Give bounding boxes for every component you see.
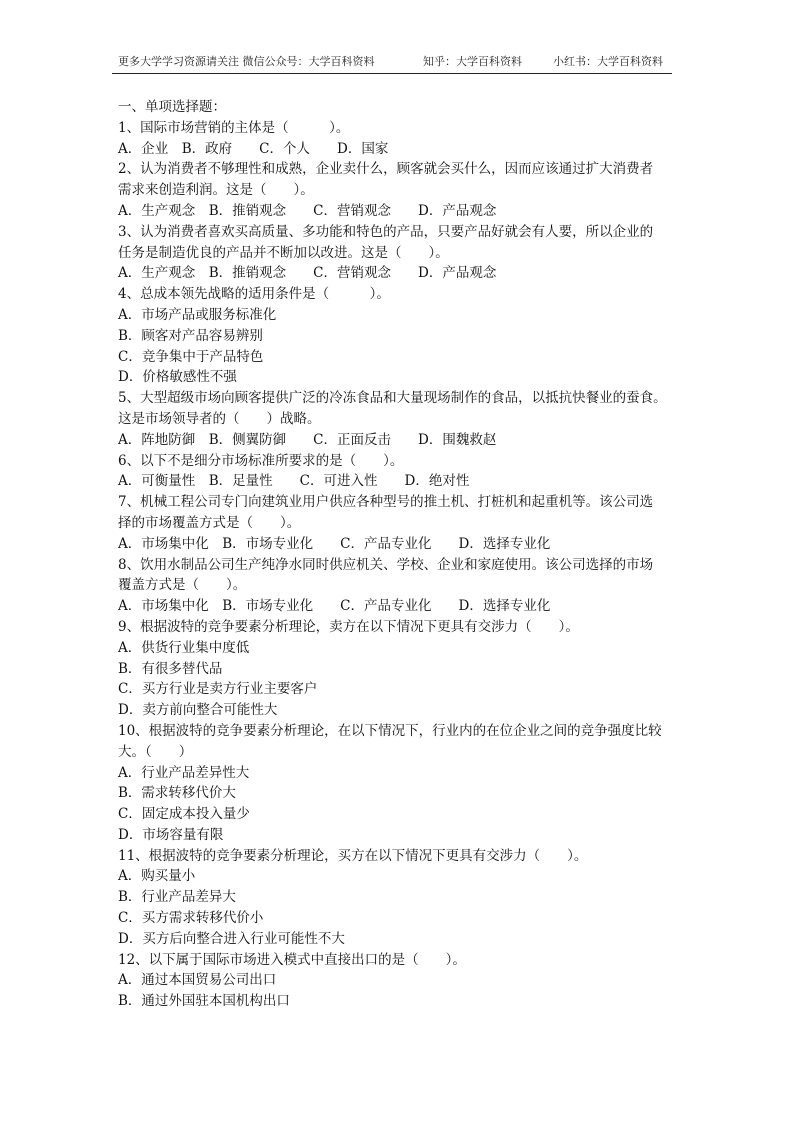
text-line: 覆盖方式是（ ）。 <box>118 577 247 594</box>
text-line: 择的市场覆盖方式是（ ）。 <box>118 514 301 531</box>
text-line: B．通过外国驻本国机构出口 <box>118 993 290 1010</box>
text-line: 这是市场领导者的（ ）战略。 <box>118 410 321 427</box>
text-line: 需求来创造利润。这是（ ）。 <box>118 182 314 199</box>
text-line: 1、国际市场营销的主体是（ ）。 <box>118 119 350 136</box>
text-line: B．行业产品差异大 <box>118 889 236 906</box>
text-line: 任务是制造优良的产品并不断加以改进。这是（ ）。 <box>118 244 449 261</box>
text-line: 4、总成本领先战略的适用条件是（ ）。 <box>118 286 390 303</box>
text-line: A．行业产品差异性大 <box>118 764 250 781</box>
text-line: 10、根据波特的竞争要素分析理论，在以下情况下，行业内的在位企业之间的竞争强度比较 <box>118 722 662 739</box>
text-line: 5、大型超级市场向顾客提供广泛的冷冻食品和大量现场制作的食品，以抵抗快餐业的蚕食。 <box>118 390 667 407</box>
text-line: 9、根据波特的竞争要素分析理论，卖方在以下情况下更具有交涉力（ ）。 <box>118 618 579 635</box>
text-line: B．需求转移代价大 <box>118 785 236 802</box>
text-line: 3、认为消费者喜欢买高质量、多功能和特色的产品，只要产品好就会有人要，所以企业的 <box>118 223 654 240</box>
text-line: C．固定成本投入量少 <box>118 806 250 823</box>
text-line: D．市场容量有限 <box>118 826 224 843</box>
text-line: A．生产观念 B．推销观念 C．营销观念 D．产品观念 <box>118 202 497 219</box>
text-line: D．价格敏感性不强 <box>118 369 237 386</box>
text-line: B．顾客对产品容易辨别 <box>118 327 263 344</box>
text-line: A．企业 B．政府 C．个人 D．国家 <box>118 140 389 157</box>
text-line: D．卖方前向整合可能性大 <box>118 702 278 719</box>
text-line: A．购买量小 <box>118 868 196 885</box>
text-line: 8、饮用水制品公司生产纯净水同时供应机关、学校、企业和家庭使用。该公司选择的市场 <box>118 556 654 573</box>
text-line: 7、机械工程公司专门向建筑业用户供应各种型号的推土机、打桩机和起重机等。该公司选 <box>118 494 654 511</box>
text-line: D．买方后向整合进入行业可能性不大 <box>118 930 345 947</box>
text-line: C．买方行业是卖方行业主要客户 <box>118 681 318 698</box>
text-line: A．通过本国贸易公司出口 <box>118 972 277 989</box>
text-line: A．市场集中化 B．市场专业化 C．产品专业化 D．选择专业化 <box>118 598 551 615</box>
header-rule <box>112 73 672 74</box>
text-line: 12、以下属于国际市场进入模式中直接出口的是（ ）。 <box>118 951 466 968</box>
text-line: 大。（ ） <box>118 743 193 760</box>
text-line: A．供货行业集中度低 <box>118 639 250 656</box>
text-line: A．可衡量性 B．足量性 C．可进入性 D．绝对性 <box>118 473 470 490</box>
text-line: C．竞争集中于产品特色 <box>118 348 264 365</box>
header-xiaohongshu: 小红书：大学百科资料 <box>553 55 663 68</box>
text-line: 11、根据波特的竞争要素分析理论，买方在以下情况下更具有交涉力（ ）。 <box>118 847 588 864</box>
text-line: 2、认为消费者不够理性和成熟，企业卖什么，顾客就会买什么，因而应该通过扩大消费者 <box>118 161 654 178</box>
text-line: A．阵地防御 B．侧翼防御 C．正面反击 D．围魏救赵 <box>118 431 497 448</box>
text-line: 一、单项选择题： <box>118 99 226 115</box>
text-line: A．市场集中化 B．市场专业化 C．产品专业化 D．选择专业化 <box>118 535 551 552</box>
header-zhihu: 知乎：大学百科资料 <box>423 55 522 68</box>
text-line: A．市场产品或服务标准化 <box>118 306 277 323</box>
text-line: C．买方需求转移代价小 <box>118 910 264 927</box>
text-line: B．有很多替代品 <box>118 660 223 677</box>
text-line: A．生产观念 B．推销观念 C．营销观念 D．产品观念 <box>118 265 497 282</box>
header-wechat: 更多大学学习资源请关注 微信公众号：大学百科资料 <box>118 55 375 68</box>
document-body <box>118 97 678 1012</box>
text-line: 6、以下不是细分市场标准所要求的是（ ）。 <box>118 452 404 469</box>
